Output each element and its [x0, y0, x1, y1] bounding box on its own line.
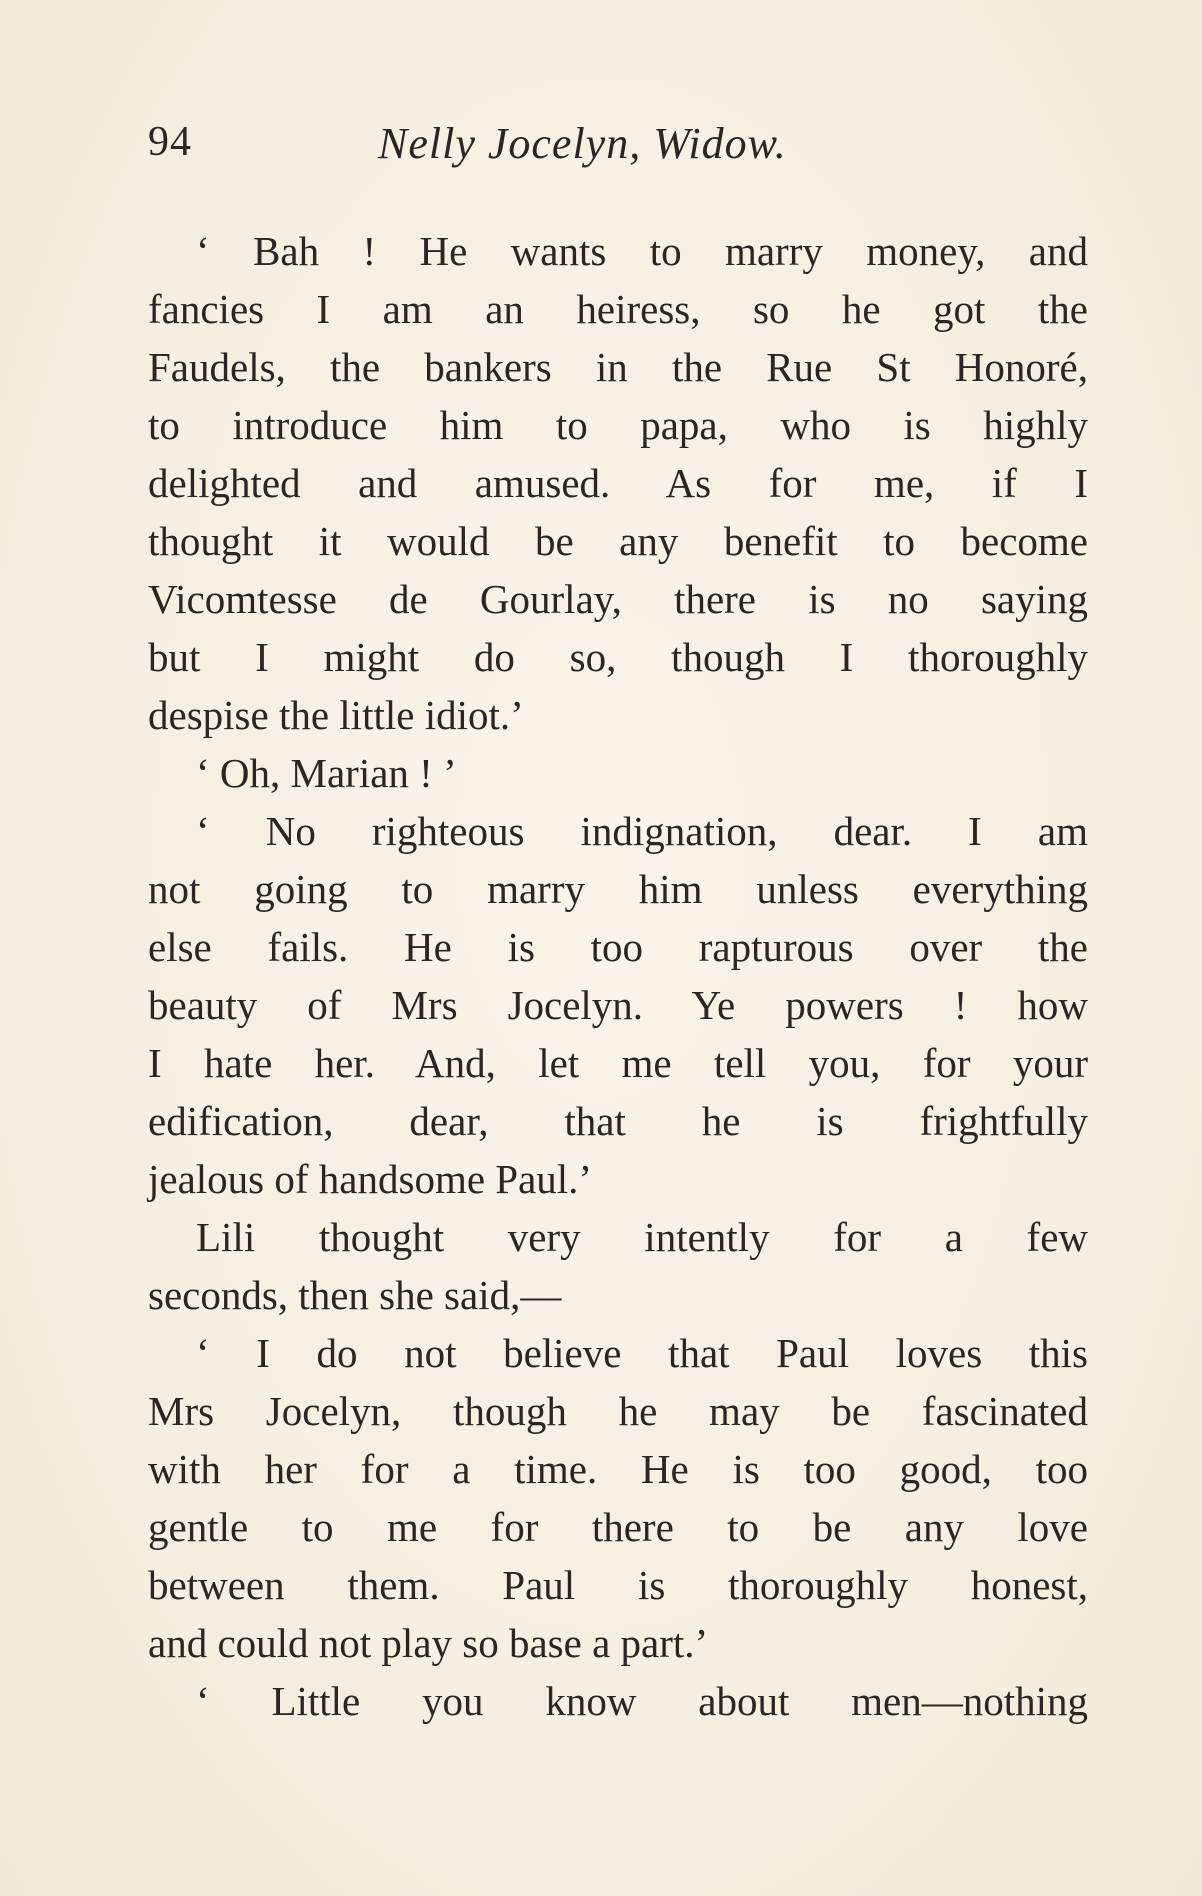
text-line: despise the little idiot.’ [148, 692, 524, 738]
text-line: ‘ Bah ! He wants to marry money, and [196, 228, 1088, 274]
text-line: fancies I am an heiress, so he got the [148, 286, 1088, 332]
text-line: delighted and amused. As for me, if I [148, 460, 1088, 506]
text-line: ‘ Oh, Marian ! ’ [196, 750, 457, 796]
text-line: between them. Paul is thoroughly honest, [148, 1562, 1088, 1608]
page-number: 94 [148, 119, 192, 165]
text-line: Vicomtesse de Gourlay, there is no saying [148, 576, 1088, 622]
text-line: else fails. He is too rapturous over the [148, 924, 1088, 970]
text-line: jealous of handsome Paul.’ [148, 1156, 593, 1202]
text-line: thought it would be any benefit to become [148, 518, 1088, 564]
text-line: edification, dear, that he is frightfully [148, 1098, 1088, 1144]
text-line: Lili thought very intently for a few [196, 1214, 1088, 1260]
text-line: but I might do so, though I thoroughly [148, 634, 1088, 680]
text-line: and could not play so base a part.’ [148, 1620, 709, 1666]
page-header [148, 118, 908, 178]
text-line: Mrs Jocelyn, though he may be fascinated [148, 1388, 1088, 1434]
text-line: ‘ No righteous indignation, dear. I am [196, 808, 1088, 854]
text-line: I hate her. And, let me tell you, for your [148, 1040, 1088, 1086]
text-line: gentle to me for there to be any love [148, 1504, 1088, 1550]
text-line: beauty of Mrs Jocelyn. Ye powers ! how [148, 982, 1088, 1028]
text-line: ‘ I do not believe that Paul loves this [196, 1330, 1088, 1376]
text-line: with her for a time. He is too good, too [148, 1446, 1088, 1492]
text-line: to introduce him to papa, who is highly [148, 402, 1088, 448]
text-line: Faudels, the bankers in the Rue St Honoré, [148, 344, 1088, 390]
text-line: not going to marry him unless everything [148, 866, 1088, 912]
body-text [148, 222, 1088, 1730]
text-line: ‘ Little you know about men—nothing [196, 1678, 1088, 1724]
text-line: seconds, then she said,— [148, 1272, 562, 1318]
running-title: Nelly Jocelyn, Widow. [378, 119, 787, 168]
